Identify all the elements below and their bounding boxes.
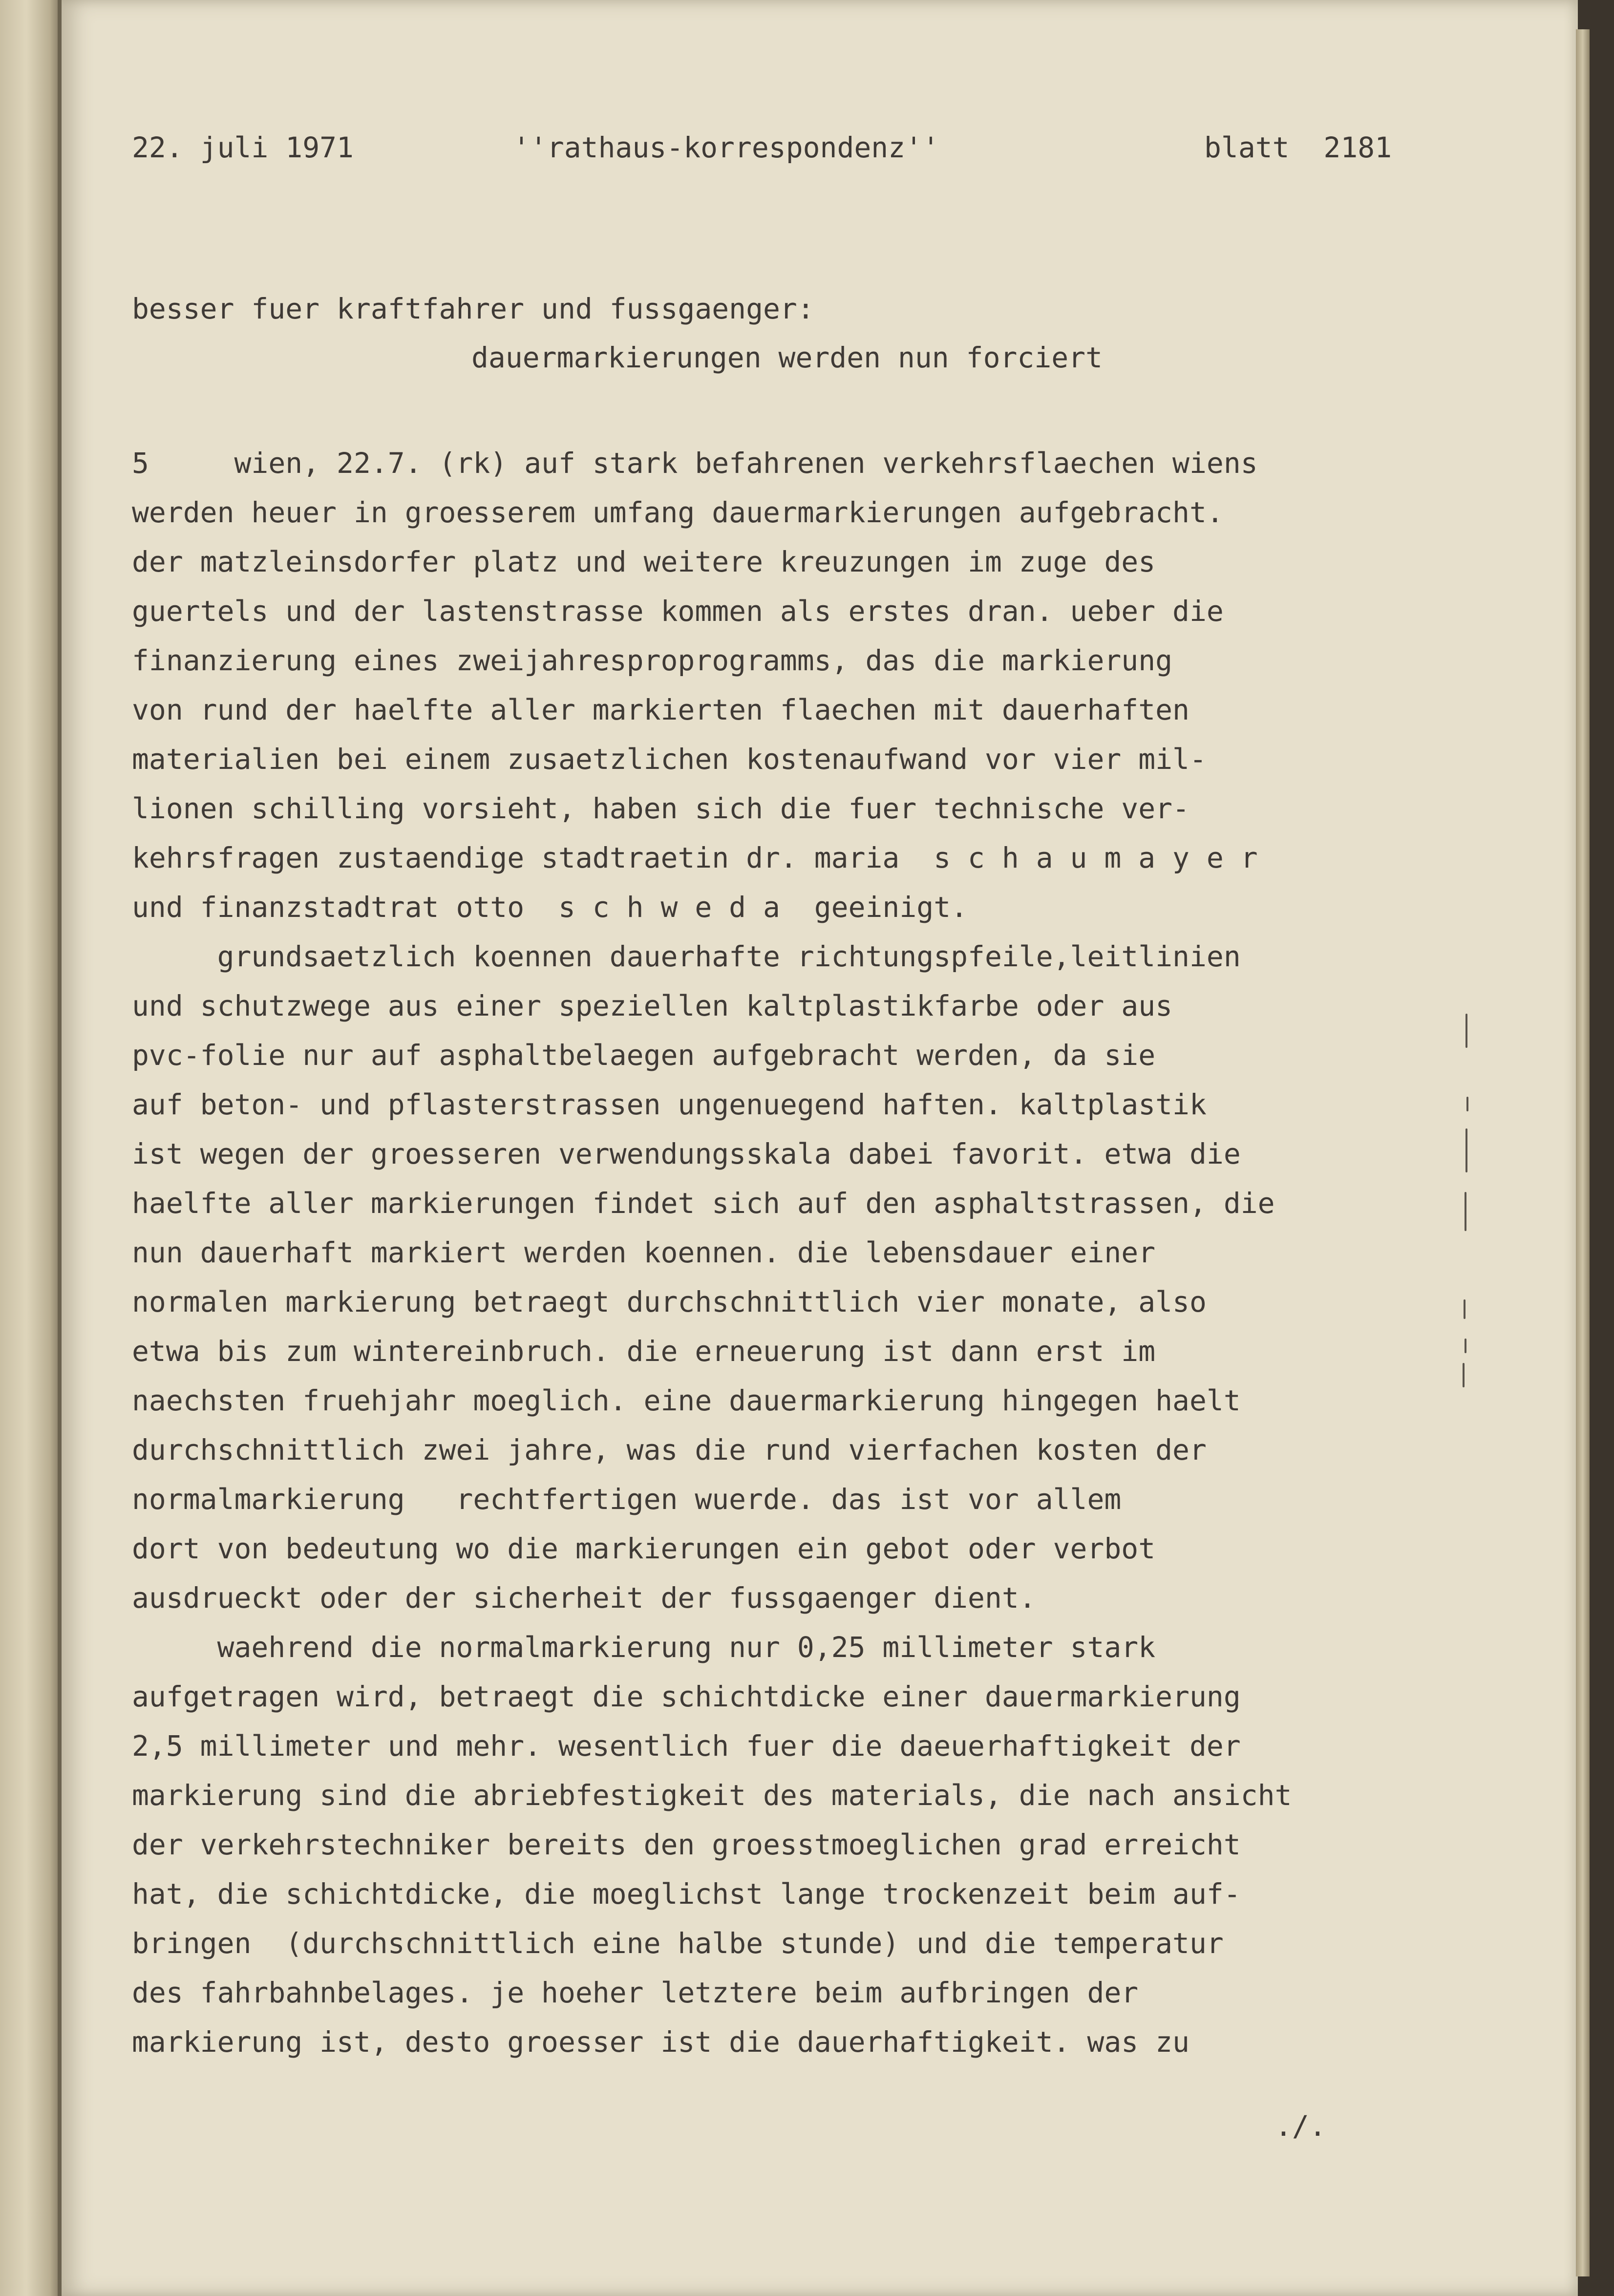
body-line: durchschnittlich zwei jahre, was die rund vierfachen kosten der: [132, 1433, 1207, 1467]
adjacent-page-edge: [0, 0, 59, 2296]
margin-pen-mark: [1466, 1097, 1468, 1111]
body-line: grundsaetzlich koennen dauerhafte richtungspfeile,leitlinien: [132, 940, 1241, 973]
body-line: guertels und der lastenstrasse kommen als erstes dran. ueber die: [132, 595, 1224, 628]
body-line: kehrsfragen zustaendige stadtraetin dr. maria s c h a u m a y e r: [132, 841, 1258, 874]
margin-pen-mark: [1464, 1299, 1465, 1319]
margin-pen-mark: [1465, 1014, 1467, 1048]
body-line: haelfte aller markierungen findet sich auf den asphaltstrassen, die: [132, 1187, 1275, 1220]
body-line: von rund der haelfte aller markierten flaechen mit dauerhaften: [132, 693, 1189, 726]
body-line: und schutzwege aus einer speziellen kaltplastikfarbe oder aus: [132, 989, 1173, 1022]
body-line: naechsten fruehjahr moeglich. eine dauermarkierung hingegen haelt: [132, 1384, 1241, 1417]
body-line: etwa bis zum wintereinbruch. die erneuerung ist dann erst im: [132, 1335, 1156, 1368]
body-line: 2,5 millimeter und mehr. wesentlich fuer die daeuerhaftigkeit der: [132, 1729, 1241, 1763]
body-line: normalen markierung betraegt durchschnittlich vier monate, also: [132, 1285, 1207, 1318]
header-date: 22. juli 1971: [132, 131, 354, 164]
continuation-mark: ./.: [1275, 2109, 1326, 2143]
body-line: markierung sind die abriebfestigkeit des materials, die nach ansicht: [132, 1779, 1292, 1812]
body-line: materialien bei einem zusaetzlichen kostenaufwand vor vier mil-: [132, 743, 1207, 776]
body-line: und finanzstadtrat otto s c h w e d a geeinigt.: [132, 891, 968, 924]
margin-pen-mark: [1465, 1192, 1466, 1231]
body-line: nun dauerhaft markiert werden koennen. die lebensdauer einer: [132, 1236, 1156, 1269]
body-line: markierung ist, desto groesser ist die dauerhaftigkeit. was zu: [132, 2025, 1189, 2059]
body-line: bringen (durchschnittlich eine halbe stunde) und die temperatur: [132, 1927, 1224, 1960]
header-sheet-number: blatt 2181: [1204, 131, 1392, 164]
body-line: waehrend die normalmarkierung nur 0,25 millimeter stark: [132, 1631, 1156, 1664]
body-line: 5 wien, 22.7. (rk) auf stark befahrenen verkehrsflaechen wiens: [132, 446, 1258, 480]
body-line: auf beton- und pflasterstrassen ungenuegend haften. kaltplastik: [132, 1088, 1207, 1121]
body-line: hat, die schichtdicke, die moeglichst lange trockenzeit beim auf-: [132, 1877, 1241, 1911]
body-line: ausdrueckt oder der sicherheit der fussgaenger dient.: [132, 1581, 1036, 1615]
header-publication: ''rathaus-korrespondenz'': [513, 131, 939, 164]
body-line: finanzierung eines zweijahresproprogramms, das die markierung: [132, 644, 1173, 677]
body-line: der verkehrstechniker bereits den groesstmoeglichen grad erreicht: [132, 1828, 1241, 1861]
body-line: normalmarkierung rechtfertigen wuerde. das ist vor allem: [132, 1483, 1122, 1516]
body-line: der matzleinsdorfer platz und weitere kreuzungen im zuge des: [132, 545, 1156, 578]
body-line: aufgetragen wird, betraegt die schichtdicke einer dauermarkierung: [132, 1680, 1241, 1713]
margin-pen-mark: [1463, 1363, 1465, 1387]
headline-line-2: dauermarkierungen werden nun forciert: [471, 341, 1103, 374]
margin-pen-mark: [1465, 1339, 1466, 1353]
body-line: ist wegen der groesseren verwendungsskala dabei favorit. etwa die: [132, 1137, 1241, 1170]
article-body: [132, 439, 1490, 2067]
body-line: des fahrbahnbelages. je hoeher letztere beim aufbringen der: [132, 1976, 1139, 2009]
body-line: lionen schilling vorsieht, haben sich die fuer technische ver-: [132, 792, 1189, 825]
body-line: pvc-folie nur auf asphaltbelaegen aufgebracht werden, da sie: [132, 1039, 1156, 1072]
body-line: werden heuer in groesserem umfang dauermarkierungen aufgebracht.: [132, 496, 1224, 529]
margin-pen-mark: [1465, 1128, 1467, 1172]
headline-line-1: besser fuer kraftfahrer und fussgaenger:: [132, 292, 814, 325]
page-header: [132, 131, 1426, 170]
page-stack-edge: [1576, 29, 1590, 2276]
body-line: dort von bedeutung wo die markierungen ein gebot oder verbot: [132, 1532, 1156, 1565]
